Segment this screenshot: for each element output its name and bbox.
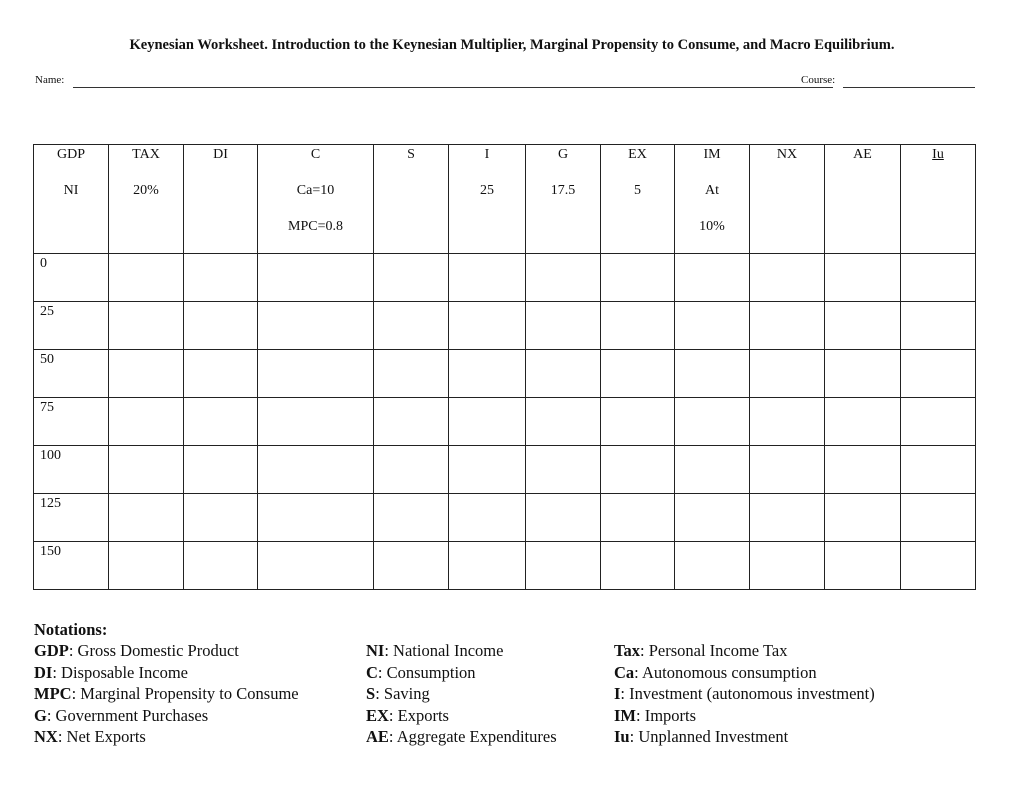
header-line: DI — [213, 147, 228, 162]
notations-column-1 — [34, 640, 299, 747]
table-row — [34, 350, 976, 398]
course-label: Course: — [801, 74, 836, 86]
answer-cell[interactable] — [184, 350, 258, 398]
notation-description: : Autonomous consumption — [634, 662, 817, 682]
answer-cell[interactable] — [526, 254, 601, 302]
course-field[interactable] — [843, 87, 975, 88]
page-title: Keynesian Worksheet. Introduction to the Keynesian Multiplier, Marginal Propensity to Consume, and Macro Equilibrium. — [129, 37, 895, 53]
answer-cell[interactable] — [526, 494, 601, 542]
answer-cell[interactable] — [675, 446, 750, 494]
answer-cell[interactable] — [901, 254, 976, 302]
header-line: C — [310, 147, 321, 162]
answer-cell[interactable] — [374, 398, 449, 446]
answer-cell[interactable] — [675, 398, 750, 446]
answer-cell[interactable] — [901, 494, 976, 542]
notation-item — [366, 683, 557, 704]
notation-item — [366, 705, 557, 726]
answer-cell[interactable] — [449, 494, 526, 542]
gdp-value-cell — [34, 494, 109, 542]
answer-cell[interactable] — [825, 542, 901, 590]
notation-description: : Consumption — [377, 662, 476, 682]
notations-column-3 — [614, 640, 875, 747]
answer-cell[interactable] — [109, 446, 184, 494]
column-header — [675, 145, 750, 254]
answer-cell[interactable] — [601, 302, 675, 350]
gdp-value: 100 — [40, 448, 61, 463]
answer-cell[interactable] — [825, 446, 901, 494]
answer-cell[interactable] — [601, 446, 675, 494]
answer-cell[interactable] — [601, 254, 675, 302]
answer-cell[interactable] — [750, 494, 825, 542]
answer-cell[interactable] — [109, 542, 184, 590]
answer-cell[interactable] — [184, 254, 258, 302]
answer-cell[interactable] — [374, 446, 449, 494]
header-line: IM — [703, 147, 721, 162]
header-line — [825, 181, 900, 217]
notation-item — [366, 662, 557, 683]
answer-cell[interactable] — [109, 350, 184, 398]
answer-cell[interactable] — [258, 398, 374, 446]
answer-cell[interactable] — [184, 302, 258, 350]
answer-cell[interactable] — [750, 542, 825, 590]
answer-cell[interactable] — [184, 446, 258, 494]
answer-cell[interactable] — [109, 398, 184, 446]
answer-cell[interactable] — [526, 446, 601, 494]
answer-cell[interactable] — [825, 494, 901, 542]
notation-item — [34, 640, 299, 661]
notations-heading: Notations: — [34, 620, 108, 639]
gdp-value-cell — [34, 350, 109, 398]
answer-cell[interactable] — [825, 302, 901, 350]
notation-description: : Aggregate Expenditures — [388, 727, 557, 747]
table-row — [34, 254, 976, 302]
notation-abbreviation: NX — [34, 727, 58, 747]
notation-description: : Unplanned Investment — [629, 727, 789, 747]
answer-cell[interactable] — [825, 398, 901, 446]
answer-cell[interactable] — [258, 446, 374, 494]
gdp-value-cell — [34, 398, 109, 446]
notation-item — [366, 726, 557, 747]
notation-item — [34, 662, 299, 683]
header-line — [109, 217, 183, 253]
header-line: Iu — [932, 147, 944, 162]
notation-description: : Personal Income Tax — [640, 641, 788, 661]
answer-cell[interactable] — [901, 398, 976, 446]
answer-cell[interactable] — [901, 542, 976, 590]
gdp-value: 125 — [40, 496, 61, 511]
header-line: At — [705, 183, 719, 198]
header-line — [184, 217, 257, 253]
answer-cell[interactable] — [750, 302, 825, 350]
notation-description: : Net Exports — [57, 727, 146, 747]
notation-abbreviation: C — [366, 662, 378, 682]
notation-item — [34, 726, 299, 747]
answer-cell[interactable] — [258, 350, 374, 398]
answer-cell[interactable] — [750, 254, 825, 302]
notation-item — [34, 705, 299, 726]
header-line: EX — [628, 147, 647, 162]
answer-cell[interactable] — [449, 542, 526, 590]
answer-cell[interactable] — [449, 254, 526, 302]
notation-description: : Disposable Income — [52, 662, 188, 682]
header-line: AE — [853, 147, 872, 162]
header-line: 25 — [480, 183, 494, 198]
table-row — [34, 398, 976, 446]
header-line: I — [484, 147, 490, 162]
header-line: 5 — [634, 183, 641, 198]
gdp-value-cell — [34, 302, 109, 350]
answer-cell[interactable] — [675, 254, 750, 302]
column-header — [374, 145, 449, 254]
notation-description: : Exports — [388, 705, 449, 725]
notation-abbreviation: I — [614, 684, 621, 704]
notation-abbreviation: DI — [34, 662, 53, 682]
answer-cell[interactable] — [374, 350, 449, 398]
answer-cell[interactable] — [449, 446, 526, 494]
notation-abbreviation: S — [366, 684, 376, 704]
answer-cell[interactable] — [601, 494, 675, 542]
answer-cell[interactable] — [750, 446, 825, 494]
answer-cell[interactable] — [449, 302, 526, 350]
header-line: MPC=0.8 — [288, 219, 343, 234]
answer-cell[interactable] — [901, 446, 976, 494]
notation-description: : National Income — [384, 641, 504, 661]
column-header — [825, 145, 901, 254]
header-line: 17.5 — [550, 183, 576, 198]
answer-cell[interactable] — [526, 542, 601, 590]
answer-cell[interactable] — [109, 254, 184, 302]
notation-abbreviation: EX — [366, 705, 389, 725]
column-header — [34, 145, 109, 254]
answer-cell[interactable] — [374, 542, 449, 590]
header-line: 20% — [133, 183, 159, 198]
notation-abbreviation: IM — [614, 705, 636, 725]
answer-cell[interactable] — [526, 398, 601, 446]
notation-abbreviation: G — [34, 705, 47, 725]
answer-cell[interactable] — [374, 302, 449, 350]
notation-item — [366, 640, 557, 661]
header-line — [750, 217, 824, 253]
answer-cell[interactable] — [601, 350, 675, 398]
answer-cell[interactable] — [109, 494, 184, 542]
answer-cell[interactable] — [825, 254, 901, 302]
answer-cell[interactable] — [184, 542, 258, 590]
header-line — [374, 217, 448, 253]
table-row — [34, 302, 976, 350]
notation-abbreviation: AE — [366, 727, 389, 747]
notation-item — [614, 726, 875, 747]
notation-item — [34, 683, 299, 704]
notation-description: : Government Purchases — [46, 705, 209, 725]
notation-abbreviation: GDP — [34, 641, 69, 661]
header-line — [601, 217, 674, 253]
column-header — [901, 145, 976, 254]
column-header — [184, 145, 258, 254]
notation-item — [614, 662, 875, 683]
answer-cell[interactable] — [184, 494, 258, 542]
header-line — [374, 181, 448, 217]
name-label: Name: — [35, 74, 65, 86]
header-line — [750, 181, 824, 217]
answer-cell[interactable] — [449, 398, 526, 446]
column-header — [449, 145, 526, 254]
header-line — [449, 217, 525, 253]
answer-cell[interactable] — [601, 542, 675, 590]
notation-description: : Imports — [636, 705, 697, 725]
header-line — [526, 217, 600, 253]
answer-cell[interactable] — [374, 254, 449, 302]
answer-cell[interactable] — [258, 542, 374, 590]
answer-cell[interactable] — [750, 398, 825, 446]
header-line — [34, 217, 108, 253]
notation-description: : Investment (autonomous investment) — [620, 684, 875, 704]
gdp-value: 75 — [40, 400, 54, 415]
column-header — [109, 145, 184, 254]
answer-cell[interactable] — [449, 350, 526, 398]
answer-cell[interactable] — [675, 542, 750, 590]
gdp-value: 50 — [40, 352, 54, 367]
notation-abbreviation: Iu — [614, 727, 630, 747]
notation-description: : Saving — [375, 684, 430, 704]
answer-cell[interactable] — [258, 494, 374, 542]
notation-description: : Marginal Propensity to Consume — [71, 684, 299, 704]
notations-section — [34, 619, 994, 750]
notation-item — [614, 705, 875, 726]
table-row — [34, 446, 976, 494]
answer-cell[interactable] — [901, 350, 976, 398]
gdp-value-cell — [34, 542, 109, 590]
answer-cell[interactable] — [601, 398, 675, 446]
worksheet-table — [33, 144, 976, 590]
answer-cell[interactable] — [526, 350, 601, 398]
answer-cell[interactable] — [750, 350, 825, 398]
header-line — [901, 217, 975, 253]
gdp-value: 150 — [40, 544, 61, 559]
notation-description: : Gross Domestic Product — [68, 641, 239, 661]
notation-abbreviation: Ca — [614, 662, 635, 682]
header-line: S — [407, 147, 415, 162]
header-line: Ca=10 — [296, 183, 335, 198]
header-line: GDP — [56, 147, 85, 162]
column-header — [526, 145, 601, 254]
table-row — [34, 542, 976, 590]
answer-cell[interactable] — [258, 254, 374, 302]
header-line: TAX — [132, 147, 160, 162]
answer-cell[interactable] — [675, 494, 750, 542]
answer-cell[interactable] — [184, 398, 258, 446]
header-line: NI — [63, 183, 79, 198]
column-header — [601, 145, 675, 254]
answer-cell[interactable] — [901, 302, 976, 350]
answer-cell[interactable] — [675, 350, 750, 398]
notation-abbreviation: NI — [366, 641, 385, 661]
name-course-row — [35, 74, 975, 90]
notation-item — [614, 683, 875, 704]
notations-column-2 — [366, 640, 557, 747]
header-line — [825, 217, 900, 253]
gdp-value: 25 — [40, 304, 54, 319]
answer-cell[interactable] — [109, 302, 184, 350]
header-line: G — [557, 147, 569, 162]
gdp-value: 0 — [40, 256, 47, 271]
header-line: 10% — [699, 219, 725, 234]
answer-cell[interactable] — [825, 350, 901, 398]
header-line — [184, 181, 257, 217]
header-line: NX — [776, 147, 798, 162]
column-header — [750, 145, 825, 254]
gdp-value-cell — [34, 446, 109, 494]
table-row — [34, 494, 976, 542]
gdp-value-cell — [34, 254, 109, 302]
answer-cell[interactable] — [374, 494, 449, 542]
answer-cell[interactable] — [258, 302, 374, 350]
header-line — [901, 181, 975, 217]
notation-abbreviation: MPC — [34, 684, 72, 704]
notation-item — [614, 640, 875, 661]
table-header-row — [34, 145, 976, 254]
name-field[interactable] — [73, 87, 833, 88]
notation-abbreviation: Tax — [614, 641, 640, 661]
column-header — [258, 145, 374, 254]
answer-cell[interactable] — [675, 302, 750, 350]
answer-cell[interactable] — [526, 302, 601, 350]
